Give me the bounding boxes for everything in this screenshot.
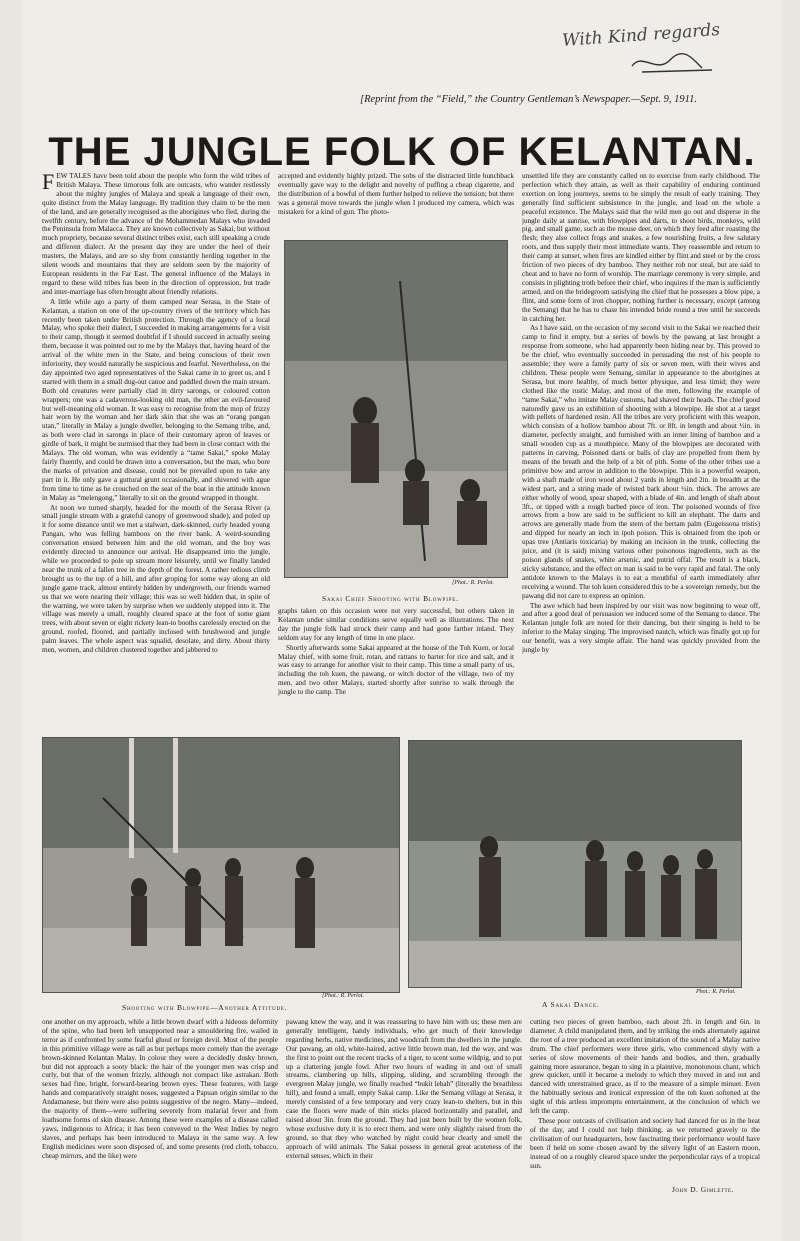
- column-3: [522, 172, 760, 742]
- photo-caption: Sakai Chief Shooting with Blowpipe.: [322, 594, 459, 603]
- bottom-column-1: [42, 1018, 278, 1194]
- photo-placeholder: [285, 241, 507, 577]
- photo-blowpipe-another-attitude: [42, 737, 400, 993]
- column-1: [42, 172, 270, 742]
- author-signature: John D. Gimlette.: [672, 1185, 734, 1194]
- bottom-column-2: [286, 1018, 522, 1194]
- paragraph: cutting two pieces of green bamboo, each about 2ft. in length and 6in. in diameter. A child manipulated them, and by striking the ends alternately against the root of a tree produced an excellent imitation of the sound of a Malay native drum. The chief performers were three girls, who commenced shyly with a series of slow movements of their hands and bodies, and then, gradually gaining more assurance, began to sing in a plaintive, monotonous chant, which grew quicker, until it became a melody to which they moved in and out and danced with unrestrained grace, as if to the measure of a simple minuet. Even the habitually serious and ironical expression of the toh kuen softened at the sight of this artless impromptu entertainment, at the conclusion of which we left the camp.: [530, 1018, 760, 1116]
- paragraph: accepted and evidently highly prized. The sobs of the distracted little hunchback eventually gave way to the delight and novelty of puffing a cheap cigarette, and the distribution of a bowful of them further helped to relieve the tension; but there was a general move towards the jungle when I produced my camera, which was mistaken for a kind of gun. The photo-: [278, 172, 514, 216]
- bottom-column-3: [530, 1018, 760, 1194]
- column-2-top: [278, 172, 514, 236]
- paragraph: one another on my approach, while a little brown dwarf with a hideous deformity of the spine, who had been left unsupported near a smouldering fire, wailed in terror as if confronted by some fearful ghoul or foreign devil. Most of the people in this primitive village were as tall as but perhaps more comely than the average brown-skinned Kelantan Malay. In colour they were a decidedly dusky brown, but did not approach a sooty black: the hair of the younger men was crisp and curly, but that of the women frizzly, although not compact like astrakan. Both sexes had fine, bright, forward-bearing brown eyes. These features, with large hands and comparatively straight noses, suggested a Papuan origin similar to the Andamanese, but there were also points suggestive of the negro. Many—indeed, the majority of them—were suffering severely from malarial fever and from loathsome forms of skin disease. Among these were examples of a disease called yaws, indigenous to Africa; it has been conveyed to the West Indies by negro slaves, and perhaps has been introduced to Malaya in the same way. A few English medicines were soon disposed of, and some presents (red cloth, tobacco, cheap mirrors, and the like) were: [42, 1018, 278, 1160]
- photo-caption: A Sakai Dance.: [542, 1000, 600, 1009]
- column-2-bottom: [278, 607, 514, 742]
- photo-credit: [Phot.: R. Perlot.: [322, 993, 364, 999]
- photo-sakai-chief-blowpipe: [284, 240, 508, 578]
- paragraph: graphs taken on this occasion were not very successful, but others taken in Kelantan under similar conditions serve equally well as illustrations. The next day the jungle folk had struck their camp and had gone farther inland. They seldom stay for any length of time in one place.: [278, 607, 514, 642]
- paragraph: The awe which had been inspired by our visit was now beginning to wear off, and after a good deal of persuasion we induced some of the Semang to dance. The Kelantan jungle folk are noted for their dancing, but their singing is held to be inferior to the Malay singing. The improvised nautch, which was finally got up for our benefit, was a very simple affair. The band was quickly provided from the jungle by: [522, 601, 760, 655]
- paragraph: Shortly afterwards some Sakai appeared at the house of the Toh Kuen, or local Malay chief, with some fruit, rotan, and rattans to barter for rice and salt, and it was easy to arrange for another visit to their camp. This time a small party of us, including the toh kuen, the pawang, or witch doctor of the village, two of my men, and two other Malays, started shortly after sunrise to walk through the jungle to the camp. The: [278, 643, 514, 697]
- photo-credit: Phot.: R. Perlot.: [696, 989, 736, 995]
- page: [22, 0, 782, 1241]
- photo-placeholder: [43, 738, 399, 992]
- paragraph: EW TALES have been told about the people who form the wild tribes of British Malaya. These timorous folk are outcasts, who wander restlessly about the mighty jungles of Malaya and speak a language of their own, quite distinct from the Malay language. By tradition they claim to be the men of the land, and are generally recognised as the aborigines who fled, during the twelfth century, before the advance of the Mohammedan Malays who invaded the Peninsula from Malacca. They are known collectively as Sakai, but without much propriety, because several distinct tribes exist, each still speaking a crude and different dialect. At the present day they are under the heel of their masters, the Malays, and are so shy from constantly herding together in the silent woods and mountains that they are seldom seen by the majority of European residents in the Far East. The general influence of the Malays in regard to these wild tribes has been in the direction of oppression, but trade and inter-marriage has often brought about friendly relations.: [42, 172, 270, 296]
- handwritten-inscription: [561, 19, 762, 78]
- reprint-note: [Reprint from the “Field,” the Country Gentleman’s Newspaper.—Sept. 9, 1911.: [360, 94, 697, 105]
- photo-credit: [Phot.: R. Perlot.: [452, 580, 494, 586]
- photo-sakai-dance: [408, 740, 742, 988]
- photo-placeholder: [409, 741, 741, 987]
- paragraph: unsettled life they are constantly called on to exercise from early childhood. The perfection which they attain, as well as their capability of enduring continued exertion on long journeys, seems to be simply the result of early training. They generally find sufficient subsistence in the jungle, and lead on the whole a peaceful existence. The Malays said that the wild men go out and disperse in the jungle daily at sunrise, with blowpipes and darts, to shoot birds, monkeys, wild pig, and small game, such as the mouse deer, on which they feed after roasting the flesh; they also collect frogs and snakes, a few nourishing fruits, a few salutary roots, and thus supply their most immediate wants. They reassemble and return to their camp at sunset, when fires are kindled either by flint and steel or by the cross friction of two pieces of dry bamboo. They neither rob nor steal, but are said to cheat and to have no form of worship. The marriage ceremony is very simple, and consists in plighting troth before their chief, who inquires if the man is sufficiently armed, and on the bridegroom satisfying the chief that he possesses a blow pipe, a flint, and some form of iron chopper, nothing further is necessary, except (among the Semang) that he has to chase his intended bride round a tree until he succeeds in catching her.: [522, 172, 760, 323]
- paragraph: pawang knew the way, and it was reassuring to have him with us; these men are generally intelligent, handy individuals, who get much of their knowledge regarding herbs, native medicines, and woodcraft from the dwellers in the jungle. Our pawang, an old, white-haired, active little brown man, led the way, and was the first to point out the recent tracks of a tiger, to scent some wildpig, and to put up a clattering jungle fowl. After two hours of wading in and out of small streams, clambering up hills, slipping, sliding, and scrambling through the evergreen Malay jungle, we finally reached “bukit lebah” (literally the breathless hill), and found a small, empty Sakai camp. Like the Semang village at Serasa, it merely consisted of a few temporary and very crazy lean-to shelters, but in this case the floors were made of thin sticks placed horizontally and parallel, and raised about 3in. from the ground. They had just been built by the women folk, whose exclusive duty it is to erect them, and were only slightly raised from the ground, so that they who watched by night could hear clearly and smell the approach of wild animals. The Sakai possess in general great acuteness of the external senses, which in their: [286, 1018, 522, 1160]
- article-title: THE JUNGLE FOLK OF KELANTAN.: [48, 130, 756, 174]
- handwritten-note: With Kind regards: [561, 19, 721, 51]
- paragraph: At noon we turned sharply, headed for the mouth of the Serasa River (a small jungle stream with a grateful canopy of greenwood shade), and poled up it for some distance until we met a stalwart, dark-skinned, curly headed young Pangan, who was felling bamboos on the river bank. A weird-sounding conversation ensued between him and the old woman, and the boy was evidently directed to announce our arrival. He disappeared into the jungle, while we proceeded to pole up stream more leisurely, until we finally landed near the trunk of a fallen tree in the depth of the forest. A rather tedious climb brought us to the top of a hill, and after groping for some way along an old jungle game track, almost entirely hidden by undergrowth, our friends warned us that we were nearing their village; this was so well hidden that, in spite of the warning, we were taken by surprise when we suddenly stepped into it. The village was merely a small, roughly cleared space at the foot of some giant trees, with about seven or eight rickety lean-to booths carelessly erected on the ground, roofed, floored, and partially inclosed with brushwood and jungle palm leaves. The whole aspect was squalid, desolate, and dirty. About thirty men, women, and children clustered together and jabbered to: [42, 503, 270, 655]
- photo-caption: Shooting with Blowpipe—Another Attitude.: [122, 1003, 288, 1012]
- paragraph: As I have said, on the occasion of my second visit to the Sakai we reached their camp to find it empty, but a series of bowls by the pawang at last brought a response from someone, who had apparently been hiding near by. This proved to be the chief, who eventually succeeded in persuading the rest of his people to assemble; they were a family party of six or seven men, with their wives and children. These people were Semang, similar in appearance to the aborigines at Serasa, but more healthy, of much better physique, and less timid; they were clothed like the rustic Malay, and most of the men, following the example of “tame Sakai,” who imitate Malay customs, had shaved their heads. The chief good naturedly gave us an exhibition of shooting with a blowpipe. He shot at a target with pellets of hardened resin. All the tribes are very proficient with this weapon, which consists of a hollow bamboo about 7ft. or 8ft. in length and about ½in. in diameter, perfectly straight, and furnished with an inner lining of bamboo and a small wooden cup as a mouthpiece. Many of the blowpipes are decorated with patterns in carving. Poisoned darts or balls of clay are propelled from them by means of the breath and the help of a bit of pith. Some of the other tribes use a primitive bow and arrow in addition to the blowpipe. This is a powerful weapon, with a shaft made of iron wood about 2 yards in length and 2in. in breadth at the widest part, and a string made of twisted bark about ½in. thick. The arrows are either wholly of wood, spear shaped, with a blade of 4in. and length of shaft about 3ft., or tipped with a rough barbed piece of iron. The poisoned wounds of five arrows from a bow are said to be sufficient to kill an elephant. The darts and arrows are generally made from the stem of the bertam palm (Eugeissona tristis) and dipped for nearly an inch in ipoh poison. This is obtained from the ipoh or upas tree (Antiaris toxicaria) by making an incision in the trunk, collecting the juice, and (it is said) mixing various other poisonous ingredients, such as the poison glands of snakes, white arsenic, and putrid offal. The result is a black, sticky substance, and the effect on man is said to be very rapid and fatal. The only antidote known to the Malays is to eat a mouthful of earth immediately after receiving a wound. The toh kuen considered this to be a sovereign remedy, but the pawang did not care to express an opinion.: [522, 324, 760, 600]
- drop-cap: F: [42, 172, 55, 194]
- paragraph: These poor outcasts of civilisation and society had danced for us in the heat of the day, and I could not help thinking, as we returned gravely to the civilisation of our headquarters, how fascinating their performance would have been if held on some chosen award by the silvery light of an Eastern moon, instead of on a roughly cleared space under the perpendicular rays of a tropical sun.: [530, 1116, 760, 1170]
- paragraph: A little while ago a party of them camped near Serasa, in the State of Kelantan, a station on one of the up-country rivers of the territory which has recently been taken under British protection. Through the agency of a local Malay, who spoke their dialect, I succeeded in making arrangements for a visit to their camp, though it seemed doubtful if I should succeed in actually seeing them, because it was pointed out to me by the Malays that, having heard of the arrival of the white men in the State, and being conscious of their own inferiority, they would naturally be suspicious and fearful. Nevertheless, on the day appointed two aged representatives of the Sakai came in to greet us, and I started with them in a small dug-out canoe and paddled down the main stream. Both old creatures were partially clad in dirty sarongs, or coloured cotton wrappers; one was a cadaverous-looking old man, the other an evil-favoured but well-meaning old woman. It was easy to recognise from the mop of frizzy hair worn by the woman and her dark skin that she was an “orang pangan utan,” literally in Malay a jungle dweller, belonging to the Semang tribe, and, as both were clad in sarongs in place of their customary apron of leaves or girdle of bark, it might be surmised that they had been in close contact with the Malays. The old woman, who was evidently a “tame Sakai,” spoke Malay fairly fluently, and could be drawn into a conversation, but the man, who bore the marks of privation and disease, could not be prevailed upon to take any part in it. He only gave a guttural grunt occasionally, and shivered with ague from time to time as he crouched on the seat of the boat in the attitude known in Malay as “melengong,” literally to sit on the ground wrapped in thought.: [42, 297, 270, 502]
